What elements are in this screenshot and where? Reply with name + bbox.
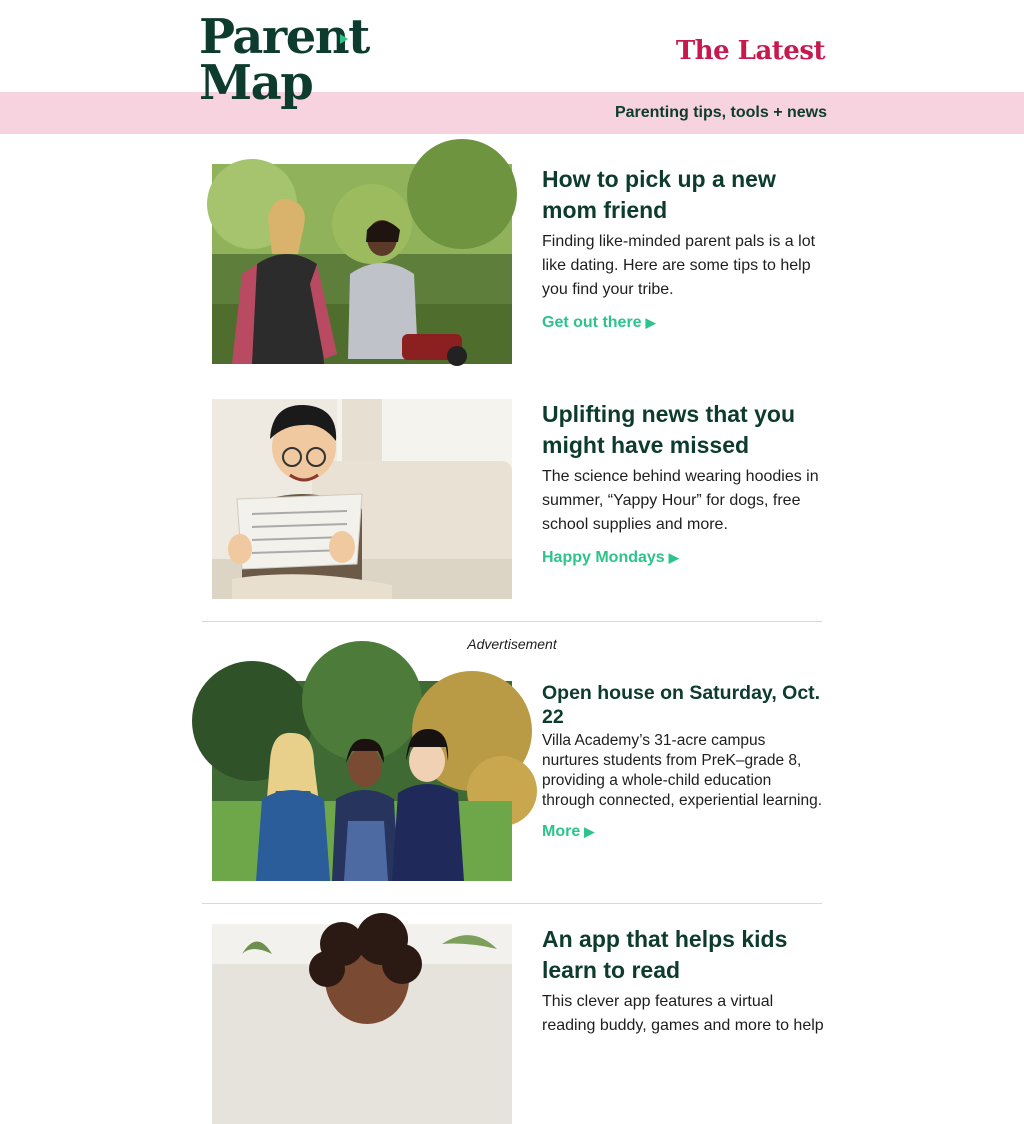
section-divider — [202, 903, 822, 904]
more-link[interactable] — [542, 823, 594, 841]
article-title[interactable]: How to pick up a new mom friend — [542, 166, 776, 223]
tagline-bar — [0, 92, 1024, 134]
article-image-child-reading-app[interactable] — [212, 924, 512, 1124]
article-title[interactable]: An app that helps kids learn to read — [542, 926, 788, 983]
article-description: Finding like-minded parent pals is a lot like dating. Here are some tips to help you find your tribe. — [542, 233, 816, 298]
cta-label: Get out there — [542, 314, 642, 331]
article-text — [542, 399, 824, 567]
play-arrow-icon: ▶ — [584, 824, 595, 839]
ad-description: Villa Academy’s 31-acre campus nurtures students from PreK–grade 8, providing a whole-child education through connected, experiential learning. — [542, 732, 823, 809]
article-text — [542, 164, 824, 332]
article-description: This clever app features a virtual reading buddy, games and more to help — [542, 993, 824, 1034]
happy-mondays-link[interactable] — [542, 549, 679, 567]
tagline-text: Parenting tips, tools + news — [614, 104, 827, 121]
cta-label: More — [542, 823, 581, 840]
parentmap-logo[interactable] — [199, 9, 369, 111]
logo-line-parent: Parent — [199, 9, 369, 65]
article-image-boy-reading[interactable] — [212, 399, 512, 599]
ad-image-students[interactable] — [212, 681, 512, 881]
play-arrow-icon: ▶ — [645, 315, 656, 330]
cta-label: Happy Mondays — [542, 549, 665, 566]
advertisement-label: Advertisement — [467, 636, 557, 652]
article-title[interactable]: Uplifting news that you might have missed — [542, 401, 795, 458]
ad-title[interactable]: Open house on Saturday, Oct. 22 — [542, 682, 821, 728]
get-out-there-link[interactable] — [542, 314, 656, 332]
article-description: The science behind wearing hoodies in summer, “Yappy Hour” for dogs, free school supplies and more. — [542, 468, 819, 533]
section-title: The Latest — [675, 36, 825, 66]
ad-text — [542, 681, 824, 841]
section-divider — [202, 621, 822, 622]
article-text — [542, 924, 824, 1038]
article-image-mom-friends[interactable] — [212, 164, 512, 364]
logo-line-map: Map — [199, 55, 313, 111]
newsletter-header — [0, 0, 1024, 92]
logo-flag-icon — [340, 34, 348, 44]
play-arrow-icon: ▶ — [668, 550, 679, 565]
